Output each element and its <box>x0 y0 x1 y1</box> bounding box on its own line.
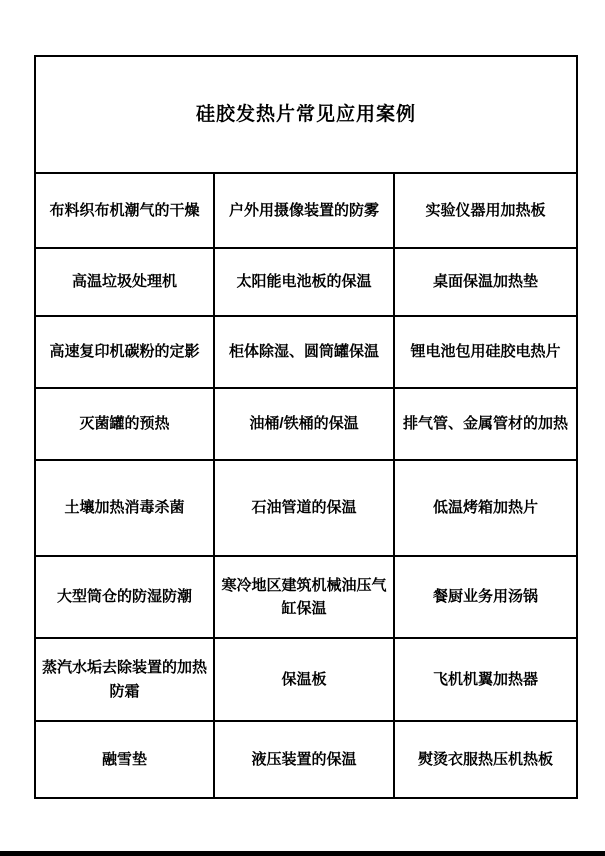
application-cell: 土壤加热消毒杀菌 <box>35 460 214 556</box>
application-cell: 大型筒仓的防湿防潮 <box>35 556 214 638</box>
application-cell: 油桶/铁桶的保温 <box>214 388 394 460</box>
application-cell: 高温垃圾处理机 <box>35 248 214 316</box>
table-row <box>35 173 577 248</box>
application-cell: 寒冷地区建筑机械油压气缸保温 <box>214 556 394 638</box>
table-row <box>35 638 577 721</box>
table-row <box>35 556 577 638</box>
application-cell: 排气管、金属管材的加热 <box>394 388 577 460</box>
application-cell: 柜体除湿、圆筒罐保温 <box>214 316 394 388</box>
application-cell: 低温烤箱加热片 <box>394 460 577 556</box>
application-cell: 液压装置的保温 <box>214 721 394 798</box>
table-body <box>35 173 577 798</box>
application-cell: 保温板 <box>214 638 394 721</box>
application-cell: 灭菌罐的预热 <box>35 388 214 460</box>
table-row <box>35 721 577 798</box>
application-cell: 实验仪器用加热板 <box>394 173 577 248</box>
application-cell: 布料织布机潮气的干燥 <box>35 173 214 248</box>
title-row <box>35 56 577 173</box>
bottom-edge-bar <box>0 851 605 856</box>
application-cell: 蒸汽水垢去除装置的加热防霜 <box>35 638 214 721</box>
application-cell: 太阳能电池板的保温 <box>214 248 394 316</box>
applications-table <box>34 55 578 799</box>
page-title: 硅胶发热片常见应用案例 <box>35 56 577 173</box>
application-cell: 熨烫衣服热压机热板 <box>394 721 577 798</box>
table-row <box>35 316 577 388</box>
application-cell: 户外用摄像装置的防雾 <box>214 173 394 248</box>
application-cell: 石油管道的保温 <box>214 460 394 556</box>
application-cell: 桌面保温加热垫 <box>394 248 577 316</box>
application-cell: 餐厨业务用汤锅 <box>394 556 577 638</box>
application-cell: 融雪垫 <box>35 721 214 798</box>
table-row <box>35 460 577 556</box>
table-row <box>35 248 577 316</box>
table-row <box>35 388 577 460</box>
application-cell: 高速复印机碳粉的定影 <box>35 316 214 388</box>
application-cell: 飞机机翼加热器 <box>394 638 577 721</box>
application-cell: 锂电池包用硅胶电热片 <box>394 316 577 388</box>
